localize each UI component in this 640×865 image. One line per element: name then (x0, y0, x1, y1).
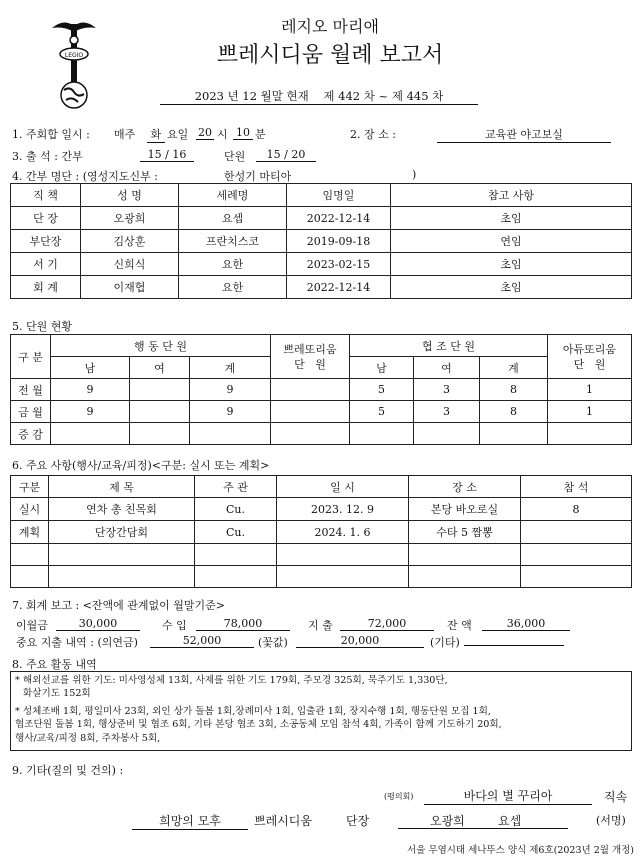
event-host: Cu. (195, 498, 277, 521)
events-header: 제 목 (49, 476, 195, 498)
sub-header: 계 (190, 357, 271, 379)
activity-line: 행사/교육/피정 8회, 주차봉사 5회, (15, 732, 161, 744)
cell (130, 379, 190, 401)
officer-role: 단 장 (11, 207, 81, 230)
cell (130, 401, 190, 423)
officer-date: 2023-02-15 (287, 253, 391, 276)
table-row (11, 566, 632, 588)
event-place: 수타 5 짬뽕 (409, 521, 521, 544)
report-period: 2023 년 12 월말 현재 제 442 차 ~ 제 445 차 (160, 88, 478, 105)
cell: 9 (190, 401, 271, 423)
table-row (11, 498, 632, 521)
praesidium-unit: 쁘레시디움 (254, 814, 312, 828)
officer-date: 2019-09-18 (287, 230, 391, 253)
officers-header: 참고 사항 (391, 184, 632, 207)
officer-note: 초임 (391, 276, 632, 299)
flower-value: 20,000 (296, 634, 424, 648)
expense-value: 72,000 (340, 617, 434, 631)
events-header: 주 관 (195, 476, 277, 498)
officer-name: 이재협 (81, 276, 179, 299)
president-name: 오광희 (430, 814, 465, 828)
sub-header: 여 (130, 357, 190, 379)
officers-header: 성 명 (81, 184, 179, 207)
event-type: 계획 (11, 521, 49, 544)
meeting-day: 화 (147, 126, 165, 143)
officer-name: 신희식 (81, 253, 179, 276)
praesidium-header: 쁘레또리움 단 원 (271, 335, 350, 379)
activity-line: 화살기도 152회 (23, 688, 91, 700)
event-host (195, 544, 277, 566)
events-header: 구분 (11, 476, 49, 498)
activity-line: * 해외선교를 위한 기도: 미사영성체 13회, 사제를 위한 기도 179회, 주모경 325회, 묵주기도 1,330단, (15, 675, 448, 686)
event-attendance (521, 544, 632, 566)
report-title: 쁘레시디움 월례 보고서 (216, 43, 444, 68)
event-attendance (521, 521, 632, 544)
president-label: 단장 (346, 814, 370, 828)
other-label: (기타) (430, 636, 460, 649)
cell (271, 423, 350, 445)
activities-box (10, 671, 632, 751)
accounts-label: 7. 회계 보고 : <잔액에 관계없이 월말기준> (12, 599, 226, 612)
cell: 1 (548, 401, 632, 423)
cell: 3 (414, 401, 480, 423)
event-place: 본당 바오로실 (409, 498, 521, 521)
event-attendance: 8 (521, 498, 632, 521)
director-close: ) (412, 168, 417, 181)
cell (130, 423, 190, 445)
cell: 9 (190, 379, 271, 401)
praesidium-name: 희망의 모후 (132, 812, 248, 830)
expense-label: 지 출 (308, 619, 333, 632)
attendance-members-label: 단원 (224, 150, 246, 163)
officer-baptism: 프란치스코 (179, 230, 287, 253)
place-value: 교육관 야고보실 (437, 126, 611, 143)
officers-header: 임명일 (287, 184, 391, 207)
event-date (277, 544, 409, 566)
row-label: 전 월 (11, 379, 51, 401)
event-date: 2024. 1. 6 (277, 521, 409, 544)
cell (271, 379, 350, 401)
event-title: 단장간담회 (49, 521, 195, 544)
cell (190, 423, 271, 445)
table-row (11, 423, 632, 445)
cell: 8 (480, 379, 548, 401)
income-label: 수 입 (162, 619, 187, 632)
officer-name: 김상훈 (81, 230, 179, 253)
officers-table (10, 183, 632, 299)
officer-baptism: 요셉 (179, 207, 287, 230)
table-row (11, 521, 632, 544)
events-table (10, 475, 632, 588)
officers-header: 직 책 (11, 184, 81, 207)
org-name: 레지오 마리애 (281, 17, 379, 36)
event-title (49, 566, 195, 588)
activity-line: 협조단원 돌봄 1회, 행상준비 및 협조 6회, 기타 본당 협조 3회, 소공동체 모임 참석 4회, 가족이 함께 기도하기 20회, (15, 719, 502, 731)
officer-date: 2022-12-14 (287, 276, 391, 299)
balance-value: 36,000 (482, 617, 570, 631)
event-host (195, 566, 277, 588)
officer-date: 2022-12-14 (287, 207, 391, 230)
income-value: 78,000 (196, 617, 290, 631)
officer-baptism: 요한 (179, 276, 287, 299)
direct-label: 직속 (604, 790, 628, 804)
sub-header: 남 (350, 357, 414, 379)
meeting-label: 1. 주회합 일시 : (12, 128, 90, 141)
flower-label: (꽃값) (258, 636, 288, 649)
cell (480, 423, 548, 445)
event-title: 연차 총 친목회 (49, 498, 195, 521)
sub-header: 여 (414, 357, 480, 379)
table-row (11, 207, 632, 230)
svg-text:LEGIO: LEGIO (64, 52, 84, 59)
events-header: 참 석 (521, 476, 632, 498)
misc-label: 9. 기타(질의 및 건의) : (12, 764, 124, 777)
cell (548, 423, 632, 445)
officers-label: 4. 간부 명단 : (영성지도신부 : (12, 170, 158, 183)
major-expense-label: 중요 지출 내역 : (의연금) (16, 636, 138, 649)
adjutorium-header: 아듀또리움 단 원 (548, 335, 632, 379)
row-label: 금 월 (11, 401, 51, 423)
cell (414, 423, 480, 445)
cell: 9 (51, 379, 130, 401)
attendance-members: 15 / 20 (256, 148, 316, 162)
officer-baptism: 요한 (179, 253, 287, 276)
meeting-day-unit: 요일 (167, 128, 189, 141)
officer-role: 부단장 (11, 230, 81, 253)
officer-note: 초임 (391, 207, 632, 230)
officer-role: 회 계 (11, 276, 81, 299)
table-row (11, 276, 632, 299)
cell: 9 (51, 401, 130, 423)
cell (350, 423, 414, 445)
officer-note: 연임 (391, 230, 632, 253)
table-row (11, 401, 632, 423)
president-baptism: 요셉 (498, 814, 522, 828)
events-header: 장 소 (409, 476, 521, 498)
meeting-minute: 10 (233, 126, 253, 140)
attendance-officers: 15 / 16 (140, 148, 194, 162)
table-row (11, 253, 632, 276)
carry-label: 이월금 (16, 619, 48, 632)
event-type (11, 544, 49, 566)
event-type: 실시 (11, 498, 49, 521)
meeting-minute-unit: 분 (255, 128, 266, 141)
other-value (464, 645, 564, 646)
event-date (277, 566, 409, 588)
cell: 8 (480, 401, 548, 423)
table-row (11, 379, 632, 401)
officer-role: 서 기 (11, 253, 81, 276)
event-host: Cu. (195, 521, 277, 544)
row-label: 증 감 (11, 423, 51, 445)
place-label: 2. 장 소 : (350, 128, 396, 141)
event-place (409, 566, 521, 588)
donation-value: 52,000 (150, 634, 254, 648)
event-date: 2023. 12. 9 (277, 498, 409, 521)
cell: 5 (350, 401, 414, 423)
cell (51, 423, 130, 445)
events-label: 6. 주요 사항(행사/교육/피정)<구분: 실시 또는 계획> (12, 459, 270, 472)
cell: 3 (414, 379, 480, 401)
council-name: 바다의 별 꾸리아 (424, 787, 592, 805)
balance-label: 잔 액 (447, 619, 472, 632)
cell: 5 (350, 379, 414, 401)
council-label: (평의회) (384, 792, 414, 801)
activity-line: * 성체조배 1회, 평일미사 23회, 외인 상가 돌봄 1회,장례미사 1회, 입출관 1회, 장지수행 1회, 행동단원 모집 1회, (15, 705, 491, 717)
event-place (409, 544, 521, 566)
cell: 1 (548, 379, 632, 401)
meeting-hour: 20 (198, 126, 212, 139)
members-table (10, 334, 632, 445)
events-header: 일 시 (277, 476, 409, 498)
table-row (11, 544, 632, 566)
director-name: 한성기 마티아 (224, 170, 292, 183)
division-header: 구 분 (11, 335, 51, 379)
sub-header: 남 (51, 357, 130, 379)
active-header: 행 동 단 원 (51, 335, 271, 357)
event-title (49, 544, 195, 566)
sign-label: (서명) (596, 814, 626, 827)
president-line (398, 812, 568, 829)
officers-header: 세례명 (179, 184, 287, 207)
auxiliary-header: 협 조 단 원 (350, 335, 548, 357)
meeting-weekly: 매주 (114, 128, 136, 141)
officer-note: 초임 (391, 253, 632, 276)
officer-name: 오광희 (81, 207, 179, 230)
carry-value: 30,000 (56, 617, 140, 631)
event-attendance (521, 566, 632, 588)
cell (271, 401, 350, 423)
attendance-label: 3. 출 석 : 간부 (12, 150, 83, 163)
form-footer: 서울 무염시태 세나뚜스 양식 제6호(2023년 2월 개정) (407, 845, 634, 856)
activities-label: 8. 주요 활동 내역 (12, 658, 97, 671)
table-row (11, 230, 632, 253)
meeting-hour-unit: 시 (217, 128, 228, 141)
sub-header: 계 (480, 357, 548, 379)
event-type (11, 566, 49, 588)
members-label: 5. 단원 현황 (12, 320, 72, 333)
